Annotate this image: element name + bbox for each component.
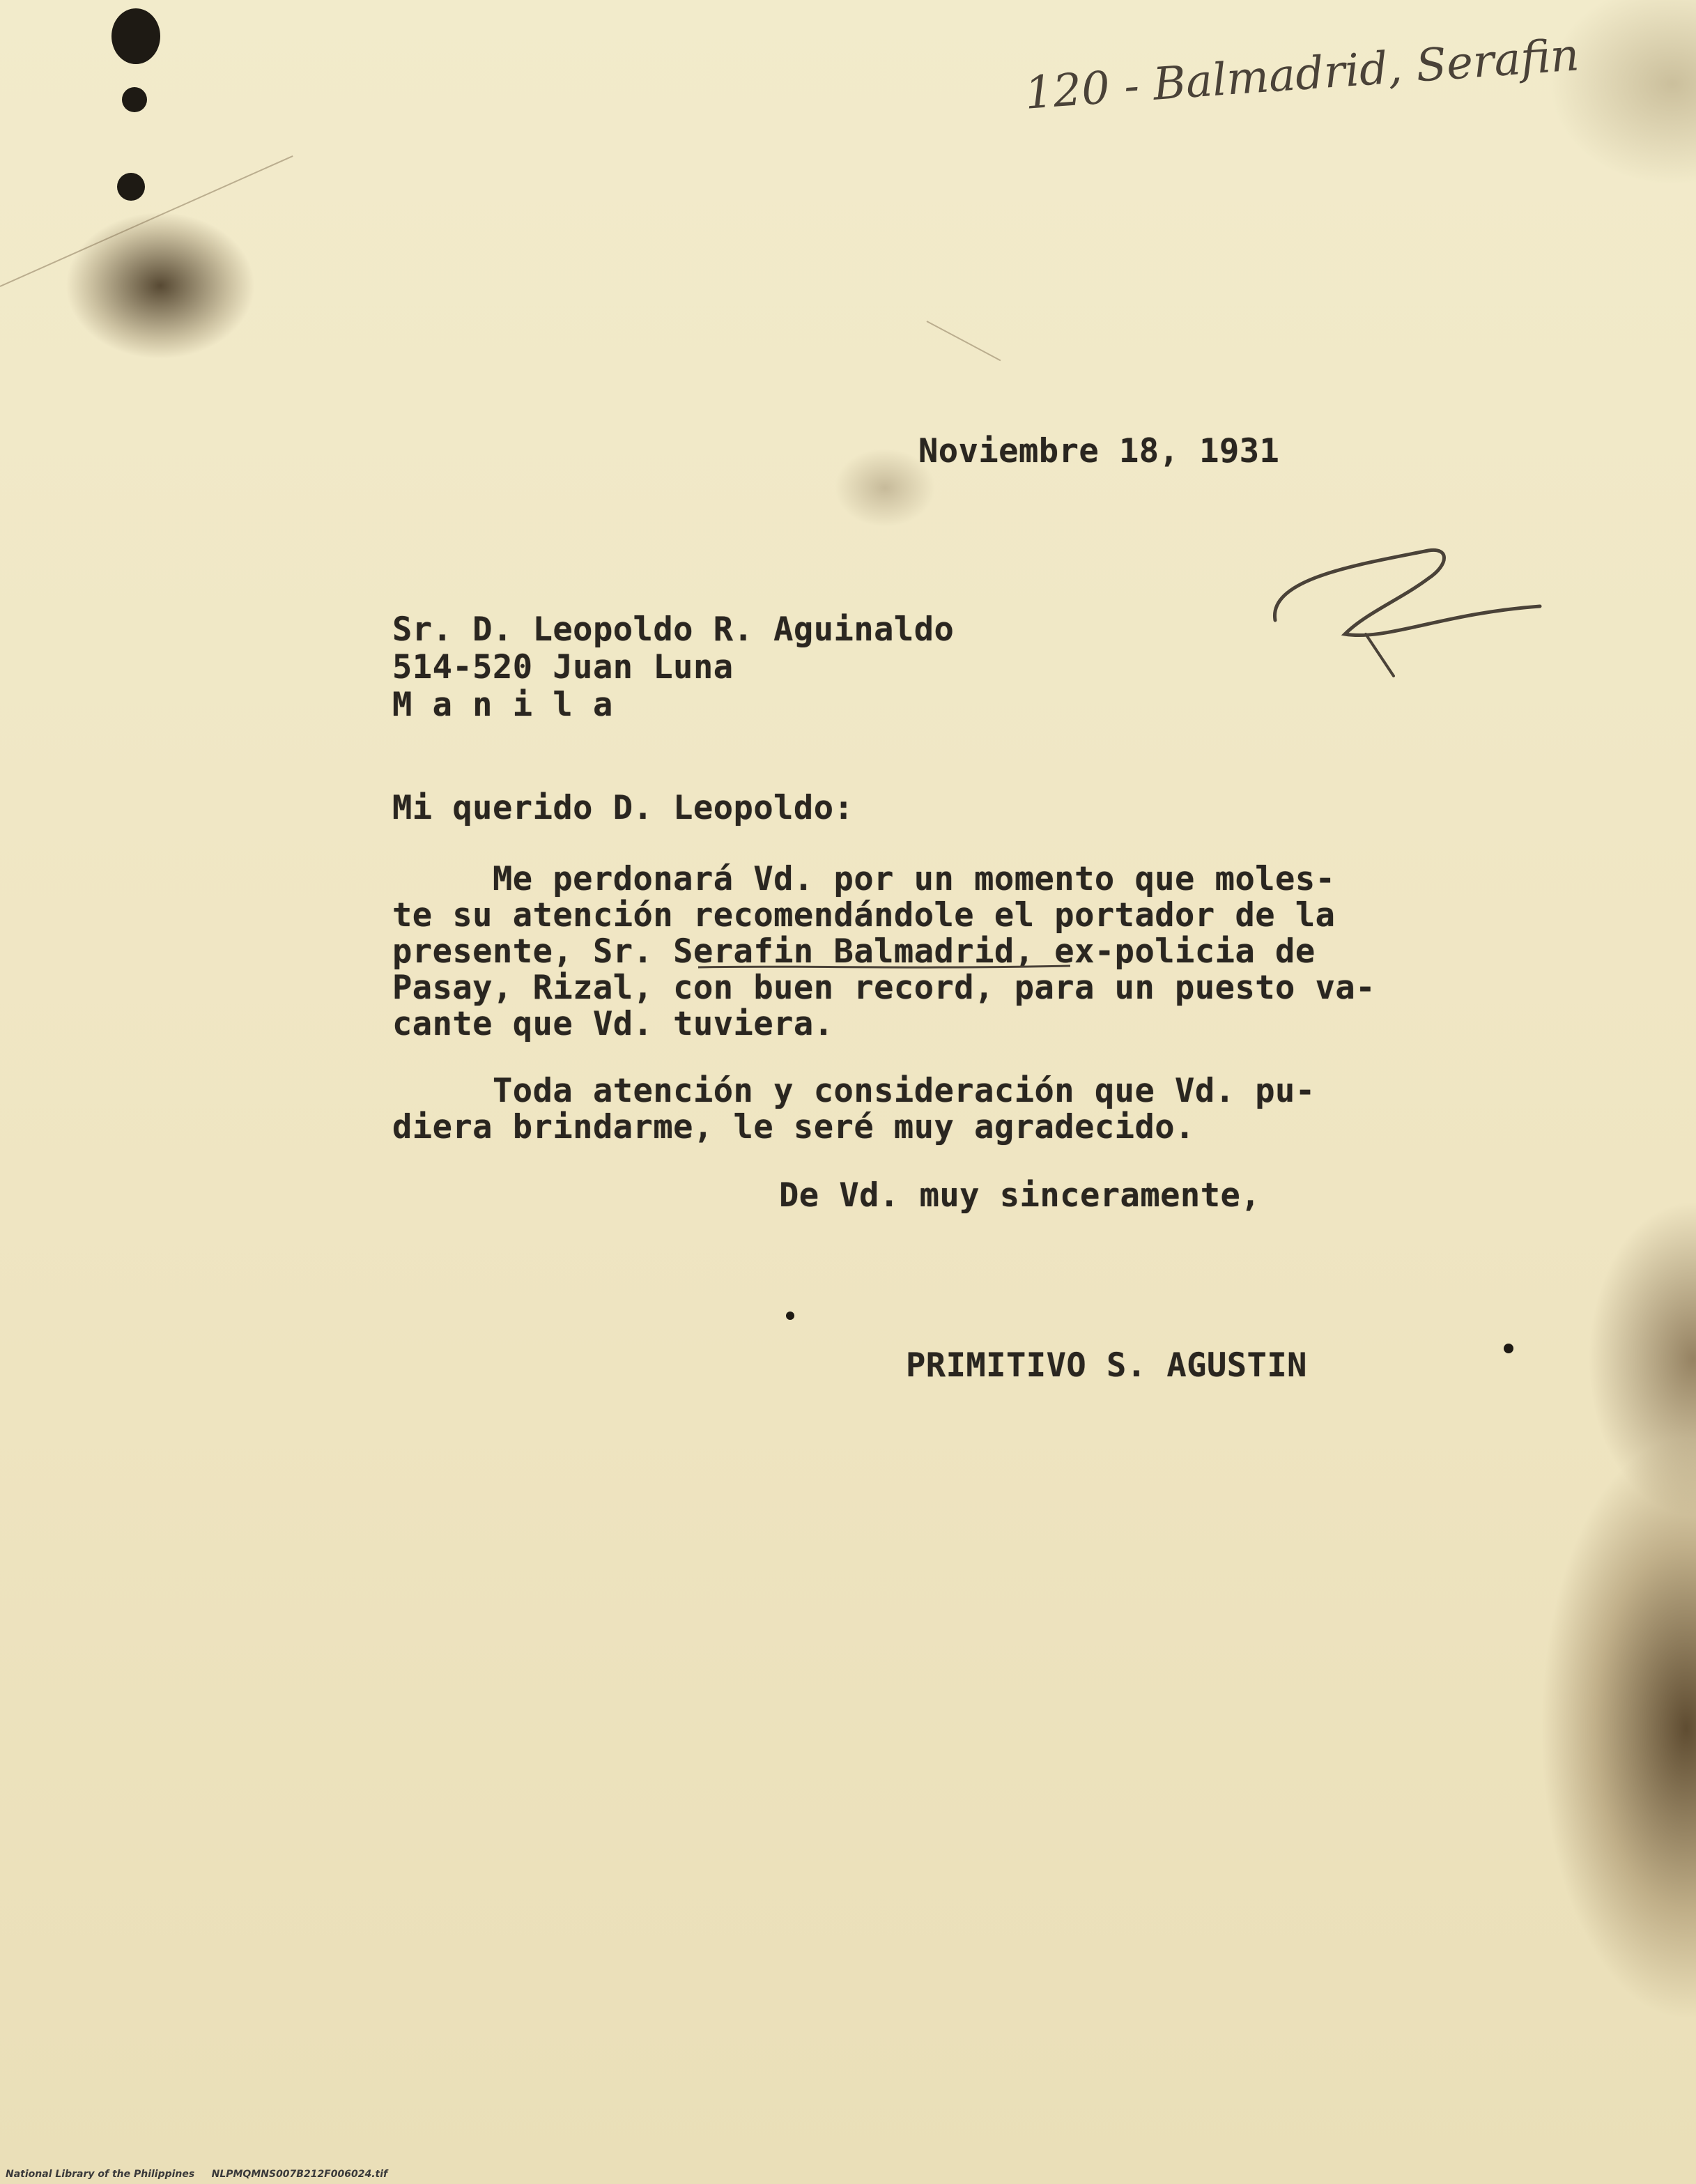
recipient-name: Sr. D. Leopoldo R. Aguinaldo (392, 610, 955, 649)
binder-hole-mark (111, 8, 160, 64)
letter-date: Noviembre 18, 1931 (918, 432, 1280, 470)
body-line: presente, Sr. Serafin Balmadrid, ex-policia de (392, 932, 1316, 971)
body-line: diera brindarme, le seré muy agradecido. (392, 1108, 1195, 1146)
paper-crease (927, 321, 1001, 361)
binder-hole-mark (122, 87, 147, 112)
body-line: Me perdonará Vd. por un momento que moles- (392, 860, 1336, 898)
binder-hole-mark (1504, 1344, 1513, 1353)
archive-footer: National Library of the Philippines NLPMQMNS007B212F006024.tif (6, 2169, 388, 2180)
recipient-city: M a n i l a (392, 686, 613, 724)
paper-crease (0, 155, 293, 287)
body-line: Pasay, Rizal, con buen record, para un puesto va- (392, 969, 1376, 1007)
body-line: Toda atención y consideración que Vd. pu- (392, 1072, 1316, 1110)
body-line: te su atención recomendándole el portador de la (392, 896, 1336, 935)
binder-hole-mark (117, 173, 145, 201)
signature-name: PRIMITIVO S. AGUSTIN (906, 1346, 1307, 1385)
ink-dot (786, 1312, 794, 1320)
handwritten-initial-mark (1261, 537, 1554, 704)
name-underline (697, 963, 1073, 971)
complimentary-closing: De Vd. muy sinceramente, (779, 1176, 1261, 1215)
recipient-street: 514-520 Juan Luna (392, 648, 734, 686)
handwritten-file-note: 120 - Balmadrid, Serafin (1023, 29, 1581, 120)
body-line: cante que Vd. tuviera. (392, 1005, 834, 1043)
salutation: Mi querido D. Leopoldo: (392, 789, 854, 827)
